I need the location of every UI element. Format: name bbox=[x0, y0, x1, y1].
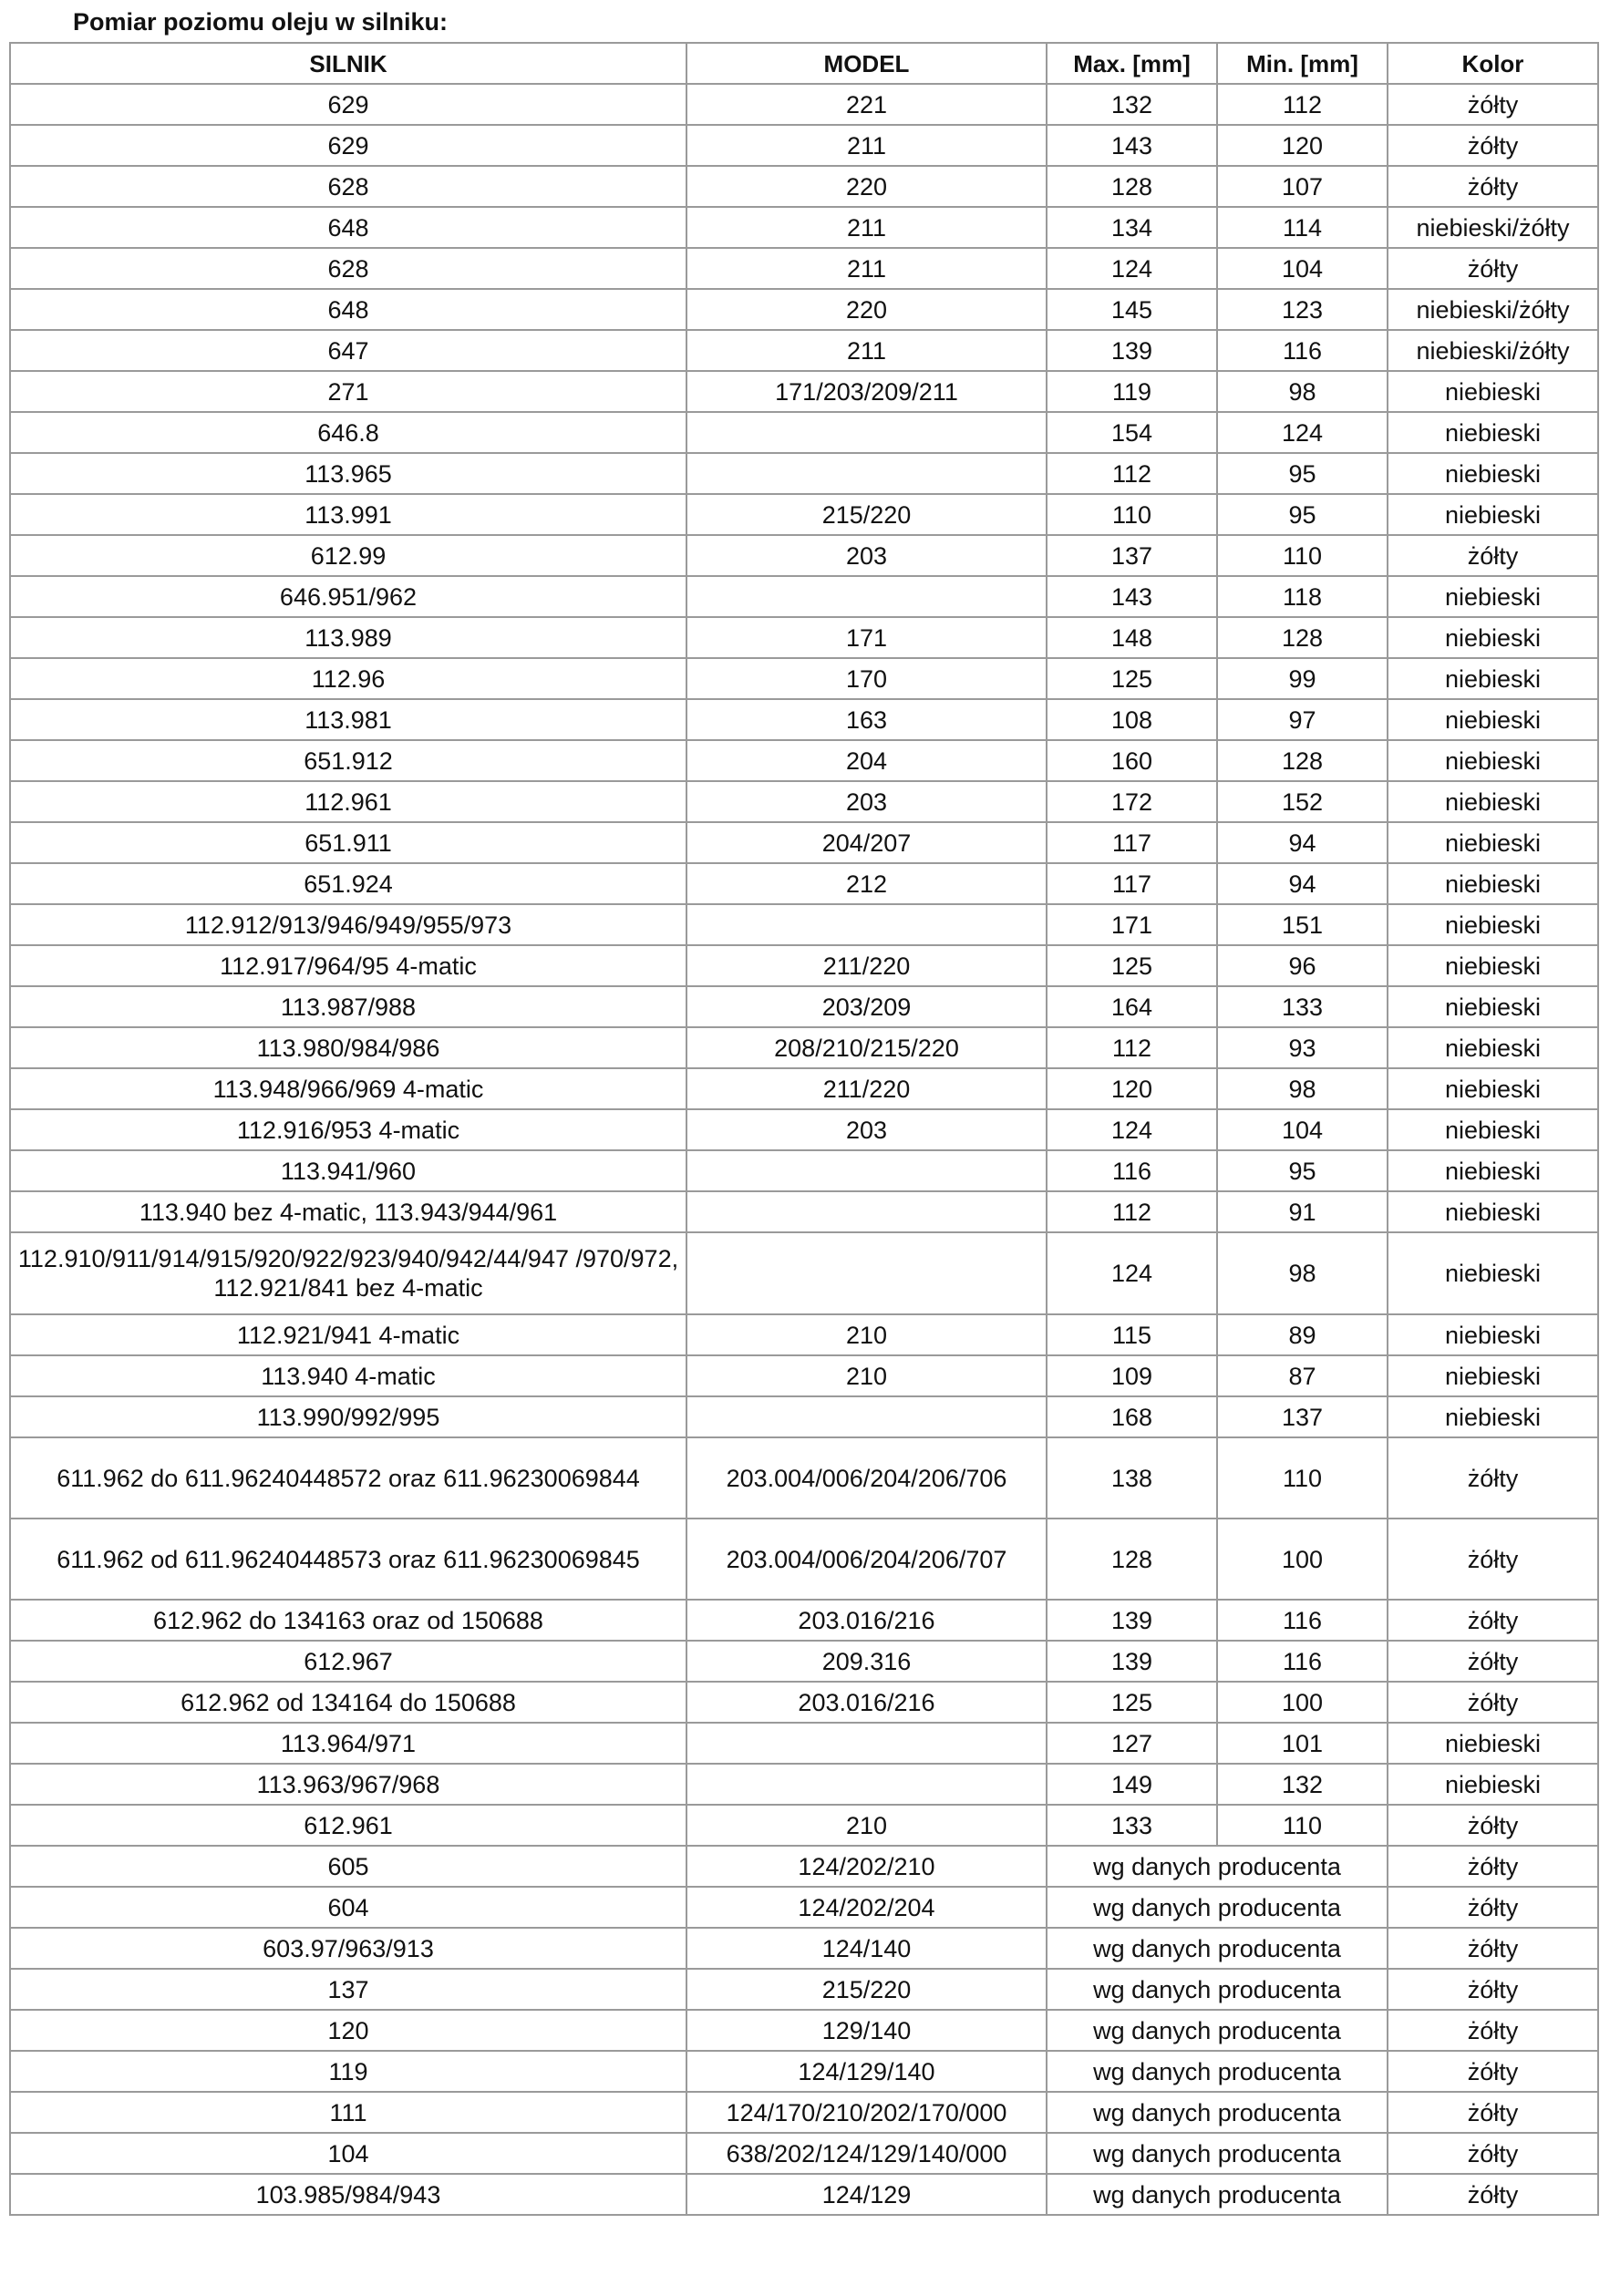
cell-kolor: niebieski bbox=[1388, 617, 1598, 658]
header-kolor: Kolor bbox=[1388, 43, 1598, 84]
cell-max-min-merged: wg danych producenta bbox=[1047, 2174, 1388, 2215]
cell-model: 171 bbox=[686, 617, 1047, 658]
cell-min: 110 bbox=[1217, 1805, 1388, 1846]
cell-max: 145 bbox=[1047, 289, 1217, 330]
cell-kolor: żółty bbox=[1388, 2174, 1598, 2215]
cell-min: 133 bbox=[1217, 986, 1388, 1027]
table-row bbox=[10, 781, 1598, 822]
cell-silnik: 113.980/984/986 bbox=[10, 1027, 686, 1068]
table-row bbox=[10, 904, 1598, 945]
table-body bbox=[10, 84, 1598, 2215]
cell-model: 211/220 bbox=[686, 945, 1047, 986]
cell-model: 211 bbox=[686, 248, 1047, 289]
cell-min: 97 bbox=[1217, 699, 1388, 740]
cell-silnik: 112.96 bbox=[10, 658, 686, 699]
cell-silnik: 113.981 bbox=[10, 699, 686, 740]
cell-model: 211 bbox=[686, 125, 1047, 166]
cell-silnik: 113.964/971 bbox=[10, 1723, 686, 1764]
cell-kolor: żółty bbox=[1388, 2092, 1598, 2133]
cell-kolor: żółty bbox=[1388, 2133, 1598, 2174]
cell-model: 211 bbox=[686, 330, 1047, 371]
cell-model bbox=[686, 1764, 1047, 1805]
table-row bbox=[10, 1437, 1598, 1519]
cell-kolor: niebieski bbox=[1388, 1314, 1598, 1355]
cell-model: 215/220 bbox=[686, 1969, 1047, 2010]
cell-silnik: 612.961 bbox=[10, 1805, 686, 1846]
cell-silnik: 112.961 bbox=[10, 781, 686, 822]
header-silnik: SILNIK bbox=[10, 43, 686, 84]
cell-min: 99 bbox=[1217, 658, 1388, 699]
cell-kolor: żółty bbox=[1388, 1887, 1598, 1928]
cell-model: 208/210/215/220 bbox=[686, 1027, 1047, 1068]
cell-silnik: 113.991 bbox=[10, 494, 686, 535]
cell-min: 116 bbox=[1217, 1600, 1388, 1641]
cell-min: 95 bbox=[1217, 453, 1388, 494]
cell-max: 138 bbox=[1047, 1437, 1217, 1519]
cell-min: 100 bbox=[1217, 1519, 1388, 1600]
header-min: Min. [mm] bbox=[1217, 43, 1388, 84]
cell-silnik: 111 bbox=[10, 2092, 686, 2133]
table-row bbox=[10, 658, 1598, 699]
cell-min: 107 bbox=[1217, 166, 1388, 207]
cell-min: 137 bbox=[1217, 1396, 1388, 1437]
oil-level-table bbox=[9, 42, 1599, 2216]
cell-model: 211 bbox=[686, 207, 1047, 248]
cell-min: 110 bbox=[1217, 1437, 1388, 1519]
cell-silnik: 648 bbox=[10, 289, 686, 330]
cell-silnik: 612.99 bbox=[10, 535, 686, 576]
cell-max: 124 bbox=[1047, 1232, 1217, 1314]
cell-silnik: 120 bbox=[10, 2010, 686, 2051]
cell-silnik: 113.940 4-matic bbox=[10, 1355, 686, 1396]
cell-kolor: żółty bbox=[1388, 1846, 1598, 1887]
cell-max: 112 bbox=[1047, 1027, 1217, 1068]
cell-silnik: 605 bbox=[10, 1846, 686, 1887]
cell-min: 100 bbox=[1217, 1682, 1388, 1723]
table-row bbox=[10, 125, 1598, 166]
cell-max: 117 bbox=[1047, 822, 1217, 863]
cell-max: 127 bbox=[1047, 1723, 1217, 1764]
table-row bbox=[10, 822, 1598, 863]
cell-silnik: 628 bbox=[10, 166, 686, 207]
cell-min: 98 bbox=[1217, 371, 1388, 412]
cell-silnik: 648 bbox=[10, 207, 686, 248]
cell-model: 203.016/216 bbox=[686, 1682, 1047, 1723]
cell-silnik: 651.924 bbox=[10, 863, 686, 904]
cell-kolor: niebieski bbox=[1388, 822, 1598, 863]
cell-max: 128 bbox=[1047, 1519, 1217, 1600]
cell-max: 125 bbox=[1047, 945, 1217, 986]
cell-min: 91 bbox=[1217, 1191, 1388, 1232]
cell-silnik: 112.917/964/95 4-matic bbox=[10, 945, 686, 986]
cell-silnik: 611.962 od 611.96240448573 oraz 611.96230069845 bbox=[10, 1519, 686, 1600]
cell-kolor: niebieski bbox=[1388, 1232, 1598, 1314]
cell-max: 148 bbox=[1047, 617, 1217, 658]
table-row bbox=[10, 535, 1598, 576]
table-row bbox=[10, 84, 1598, 125]
cell-kolor: niebieski bbox=[1388, 1150, 1598, 1191]
cell-model: 163 bbox=[686, 699, 1047, 740]
cell-max: 154 bbox=[1047, 412, 1217, 453]
table-row bbox=[10, 1682, 1598, 1723]
cell-min: 87 bbox=[1217, 1355, 1388, 1396]
cell-kolor: żółty bbox=[1388, 2051, 1598, 2092]
cell-min: 101 bbox=[1217, 1723, 1388, 1764]
cell-kolor: niebieski bbox=[1388, 986, 1598, 1027]
cell-min: 94 bbox=[1217, 822, 1388, 863]
cell-min: 112 bbox=[1217, 84, 1388, 125]
cell-max: 120 bbox=[1047, 1068, 1217, 1109]
table-row bbox=[10, 248, 1598, 289]
cell-max: 125 bbox=[1047, 1682, 1217, 1723]
cell-kolor: niebieski bbox=[1388, 1109, 1598, 1150]
cell-min: 93 bbox=[1217, 1027, 1388, 1068]
table-row bbox=[10, 2010, 1598, 2051]
cell-max: 112 bbox=[1047, 1191, 1217, 1232]
cell-silnik: 611.962 do 611.96240448572 oraz 611.96230069844 bbox=[10, 1437, 686, 1519]
cell-max: 168 bbox=[1047, 1396, 1217, 1437]
table-row bbox=[10, 289, 1598, 330]
page-title: Pomiar poziomu oleju w silniku: bbox=[73, 8, 449, 36]
table-row bbox=[10, 1150, 1598, 1191]
cell-model: 129/140 bbox=[686, 2010, 1047, 2051]
cell-model bbox=[686, 1150, 1047, 1191]
cell-model bbox=[686, 904, 1047, 945]
cell-silnik: 603.97/963/913 bbox=[10, 1928, 686, 1969]
cell-kolor: niebieski bbox=[1388, 1191, 1598, 1232]
cell-max-min-merged: wg danych producenta bbox=[1047, 2051, 1388, 2092]
cell-max: 171 bbox=[1047, 904, 1217, 945]
table-row bbox=[10, 986, 1598, 1027]
table-row bbox=[10, 576, 1598, 617]
cell-max-min-merged: wg danych producenta bbox=[1047, 1928, 1388, 1969]
cell-max-min-merged: wg danych producenta bbox=[1047, 2010, 1388, 2051]
table-row bbox=[10, 1027, 1598, 1068]
cell-kolor: niebieski bbox=[1388, 576, 1598, 617]
cell-min: 98 bbox=[1217, 1068, 1388, 1109]
cell-silnik: 113.940 bez 4-matic, 113.943/944/961 bbox=[10, 1191, 686, 1232]
cell-max: 117 bbox=[1047, 863, 1217, 904]
cell-silnik: 612.962 do 134163 oraz od 150688 bbox=[10, 1600, 686, 1641]
table-row bbox=[10, 1764, 1598, 1805]
cell-silnik: 113.989 bbox=[10, 617, 686, 658]
table-row bbox=[10, 1232, 1598, 1314]
cell-kolor: żółty bbox=[1388, 1969, 1598, 2010]
cell-kolor: niebieski bbox=[1388, 945, 1598, 986]
cell-model: 204/207 bbox=[686, 822, 1047, 863]
cell-kolor: niebieski bbox=[1388, 1723, 1598, 1764]
cell-model bbox=[686, 412, 1047, 453]
cell-min: 132 bbox=[1217, 1764, 1388, 1805]
cell-model bbox=[686, 576, 1047, 617]
cell-silnik: 628 bbox=[10, 248, 686, 289]
cell-kolor: niebieski bbox=[1388, 740, 1598, 781]
table-row bbox=[10, 1191, 1598, 1232]
cell-silnik: 104 bbox=[10, 2133, 686, 2174]
cell-min: 128 bbox=[1217, 617, 1388, 658]
cell-model: 638/202/124/129/140/000 bbox=[686, 2133, 1047, 2174]
cell-silnik: 119 bbox=[10, 2051, 686, 2092]
cell-silnik: 112.916/953 4-matic bbox=[10, 1109, 686, 1150]
table-row bbox=[10, 2174, 1598, 2215]
cell-max: 119 bbox=[1047, 371, 1217, 412]
cell-max: 125 bbox=[1047, 658, 1217, 699]
cell-min: 116 bbox=[1217, 330, 1388, 371]
table-row bbox=[10, 945, 1598, 986]
cell-kolor: niebieski bbox=[1388, 1355, 1598, 1396]
cell-silnik: 629 bbox=[10, 84, 686, 125]
cell-kolor: niebieski bbox=[1388, 781, 1598, 822]
cell-kolor: niebieski bbox=[1388, 1027, 1598, 1068]
cell-kolor: niebieski bbox=[1388, 1396, 1598, 1437]
cell-min: 94 bbox=[1217, 863, 1388, 904]
cell-model: 203/209 bbox=[686, 986, 1047, 1027]
cell-kolor: niebieski bbox=[1388, 658, 1598, 699]
cell-max: 143 bbox=[1047, 576, 1217, 617]
table-row bbox=[10, 2051, 1598, 2092]
cell-max-min-merged: wg danych producenta bbox=[1047, 2133, 1388, 2174]
cell-min: 110 bbox=[1217, 535, 1388, 576]
cell-max: 139 bbox=[1047, 1600, 1217, 1641]
cell-model: 124/129/140 bbox=[686, 2051, 1047, 2092]
table-row bbox=[10, 740, 1598, 781]
cell-silnik: 103.985/984/943 bbox=[10, 2174, 686, 2215]
cell-model: 220 bbox=[686, 289, 1047, 330]
table-row bbox=[10, 1887, 1598, 1928]
cell-model: 211/220 bbox=[686, 1068, 1047, 1109]
cell-max: 116 bbox=[1047, 1150, 1217, 1191]
cell-kolor: niebieski bbox=[1388, 453, 1598, 494]
cell-model bbox=[686, 1191, 1047, 1232]
cell-silnik: 604 bbox=[10, 1887, 686, 1928]
cell-min: 151 bbox=[1217, 904, 1388, 945]
cell-max-min-merged: wg danych producenta bbox=[1047, 1887, 1388, 1928]
cell-model: 124/140 bbox=[686, 1928, 1047, 1969]
table-row bbox=[10, 1600, 1598, 1641]
cell-max-min-merged: wg danych producenta bbox=[1047, 1969, 1388, 2010]
cell-model: 210 bbox=[686, 1314, 1047, 1355]
table-row bbox=[10, 453, 1598, 494]
table-row bbox=[10, 1519, 1598, 1600]
cell-max: 128 bbox=[1047, 166, 1217, 207]
cell-min: 114 bbox=[1217, 207, 1388, 248]
cell-min: 104 bbox=[1217, 248, 1388, 289]
cell-model: 215/220 bbox=[686, 494, 1047, 535]
cell-silnik: 113.963/967/968 bbox=[10, 1764, 686, 1805]
cell-max-min-merged: wg danych producenta bbox=[1047, 2092, 1388, 2133]
cell-model bbox=[686, 453, 1047, 494]
table-row bbox=[10, 371, 1598, 412]
cell-model bbox=[686, 1723, 1047, 1764]
cell-min: 128 bbox=[1217, 740, 1388, 781]
table-row bbox=[10, 2092, 1598, 2133]
table-row bbox=[10, 1969, 1598, 2010]
cell-max: 132 bbox=[1047, 84, 1217, 125]
cell-model: 124/170/210/202/170/000 bbox=[686, 2092, 1047, 2133]
cell-silnik: 112.910/911/914/915/920/922/923/940/942/44/947 /970/972, 112.921/841 bez 4-matic bbox=[10, 1232, 686, 1314]
cell-kolor: żółty bbox=[1388, 1437, 1598, 1519]
cell-kolor: żółty bbox=[1388, 535, 1598, 576]
cell-kolor: niebieski bbox=[1388, 371, 1598, 412]
table-row bbox=[10, 1805, 1598, 1846]
cell-kolor: żółty bbox=[1388, 166, 1598, 207]
cell-model: 204 bbox=[686, 740, 1047, 781]
cell-kolor: niebieski bbox=[1388, 1764, 1598, 1805]
table-row bbox=[10, 2133, 1598, 2174]
cell-min: 95 bbox=[1217, 1150, 1388, 1191]
cell-min: 124 bbox=[1217, 412, 1388, 453]
cell-model: 171/203/209/211 bbox=[686, 371, 1047, 412]
table-row bbox=[10, 330, 1598, 371]
cell-max: 149 bbox=[1047, 1764, 1217, 1805]
cell-model: 170 bbox=[686, 658, 1047, 699]
table-header bbox=[10, 43, 1598, 84]
cell-model: 203 bbox=[686, 781, 1047, 822]
cell-silnik: 113.941/960 bbox=[10, 1150, 686, 1191]
cell-silnik: 112.912/913/946/949/955/973 bbox=[10, 904, 686, 945]
cell-max-min-merged: wg danych producenta bbox=[1047, 1846, 1388, 1887]
cell-kolor: żółty bbox=[1388, 2010, 1598, 2051]
cell-silnik: 651.912 bbox=[10, 740, 686, 781]
cell-max: 134 bbox=[1047, 207, 1217, 248]
cell-kolor: żółty bbox=[1388, 1928, 1598, 1969]
cell-kolor: niebieski/żółty bbox=[1388, 207, 1598, 248]
table-row bbox=[10, 166, 1598, 207]
cell-max: 137 bbox=[1047, 535, 1217, 576]
cell-max: 139 bbox=[1047, 1641, 1217, 1682]
cell-max: 172 bbox=[1047, 781, 1217, 822]
cell-kolor: niebieski bbox=[1388, 699, 1598, 740]
cell-kolor: niebieski bbox=[1388, 863, 1598, 904]
cell-max: 160 bbox=[1047, 740, 1217, 781]
cell-silnik: 113.965 bbox=[10, 453, 686, 494]
cell-kolor: niebieski bbox=[1388, 904, 1598, 945]
cell-max: 164 bbox=[1047, 986, 1217, 1027]
cell-model: 203.016/216 bbox=[686, 1600, 1047, 1641]
table-row bbox=[10, 617, 1598, 658]
cell-kolor: żółty bbox=[1388, 1682, 1598, 1723]
cell-model: 220 bbox=[686, 166, 1047, 207]
cell-min: 152 bbox=[1217, 781, 1388, 822]
cell-min: 89 bbox=[1217, 1314, 1388, 1355]
cell-kolor: żółty bbox=[1388, 84, 1598, 125]
table-row bbox=[10, 412, 1598, 453]
cell-min: 95 bbox=[1217, 494, 1388, 535]
table-row bbox=[10, 1723, 1598, 1764]
table-row bbox=[10, 1355, 1598, 1396]
table-row bbox=[10, 863, 1598, 904]
table-row bbox=[10, 1928, 1598, 1969]
cell-model: 203 bbox=[686, 1109, 1047, 1150]
header-max: Max. [mm] bbox=[1047, 43, 1217, 84]
cell-model: 209.316 bbox=[686, 1641, 1047, 1682]
cell-silnik: 651.911 bbox=[10, 822, 686, 863]
table-row bbox=[10, 1396, 1598, 1437]
cell-kolor: niebieski/żółty bbox=[1388, 330, 1598, 371]
cell-model: 221 bbox=[686, 84, 1047, 125]
table-row bbox=[10, 494, 1598, 535]
table-row bbox=[10, 1068, 1598, 1109]
cell-model: 203.004/006/204/206/707 bbox=[686, 1519, 1047, 1600]
table-row bbox=[10, 1641, 1598, 1682]
cell-kolor: żółty bbox=[1388, 1600, 1598, 1641]
cell-silnik: 629 bbox=[10, 125, 686, 166]
cell-max: 139 bbox=[1047, 330, 1217, 371]
cell-min: 118 bbox=[1217, 576, 1388, 617]
cell-silnik: 612.967 bbox=[10, 1641, 686, 1682]
cell-kolor: niebieski bbox=[1388, 1068, 1598, 1109]
cell-model: 124/202/210 bbox=[686, 1846, 1047, 1887]
cell-kolor: żółty bbox=[1388, 1805, 1598, 1846]
header-row bbox=[10, 43, 1598, 84]
table-row bbox=[10, 1846, 1598, 1887]
cell-min: 120 bbox=[1217, 125, 1388, 166]
cell-max: 112 bbox=[1047, 453, 1217, 494]
cell-silnik: 612.962 od 134164 do 150688 bbox=[10, 1682, 686, 1723]
cell-silnik: 646.8 bbox=[10, 412, 686, 453]
cell-max: 108 bbox=[1047, 699, 1217, 740]
cell-model: 210 bbox=[686, 1805, 1047, 1846]
table-row bbox=[10, 699, 1598, 740]
cell-silnik: 271 bbox=[10, 371, 686, 412]
cell-silnik: 137 bbox=[10, 1969, 686, 2010]
cell-model: 124/202/204 bbox=[686, 1887, 1047, 1928]
cell-max: 124 bbox=[1047, 248, 1217, 289]
cell-silnik: 112.921/941 4-matic bbox=[10, 1314, 686, 1355]
table-row bbox=[10, 207, 1598, 248]
cell-max: 110 bbox=[1047, 494, 1217, 535]
cell-max: 109 bbox=[1047, 1355, 1217, 1396]
cell-kolor: niebieski bbox=[1388, 412, 1598, 453]
cell-silnik: 113.990/992/995 bbox=[10, 1396, 686, 1437]
cell-silnik: 647 bbox=[10, 330, 686, 371]
table-row bbox=[10, 1314, 1598, 1355]
cell-silnik: 113.948/966/969 4-matic bbox=[10, 1068, 686, 1109]
header-model: MODEL bbox=[686, 43, 1047, 84]
cell-kolor: żółty bbox=[1388, 125, 1598, 166]
cell-model: 203.004/006/204/206/706 bbox=[686, 1437, 1047, 1519]
cell-model: 124/129 bbox=[686, 2174, 1047, 2215]
cell-model bbox=[686, 1396, 1047, 1437]
cell-min: 104 bbox=[1217, 1109, 1388, 1150]
cell-max: 115 bbox=[1047, 1314, 1217, 1355]
cell-silnik: 113.987/988 bbox=[10, 986, 686, 1027]
cell-model bbox=[686, 1232, 1047, 1314]
cell-kolor: żółty bbox=[1388, 1519, 1598, 1600]
cell-min: 98 bbox=[1217, 1232, 1388, 1314]
cell-silnik: 646.951/962 bbox=[10, 576, 686, 617]
cell-kolor: niebieski/żółty bbox=[1388, 289, 1598, 330]
table-row bbox=[10, 1109, 1598, 1150]
cell-min: 123 bbox=[1217, 289, 1388, 330]
cell-kolor: żółty bbox=[1388, 248, 1598, 289]
cell-min: 116 bbox=[1217, 1641, 1388, 1682]
cell-model: 203 bbox=[686, 535, 1047, 576]
cell-model: 212 bbox=[686, 863, 1047, 904]
cell-model: 210 bbox=[686, 1355, 1047, 1396]
cell-min: 96 bbox=[1217, 945, 1388, 986]
cell-max: 133 bbox=[1047, 1805, 1217, 1846]
cell-kolor: żółty bbox=[1388, 1641, 1598, 1682]
cell-max: 124 bbox=[1047, 1109, 1217, 1150]
cell-max: 143 bbox=[1047, 125, 1217, 166]
cell-kolor: niebieski bbox=[1388, 494, 1598, 535]
